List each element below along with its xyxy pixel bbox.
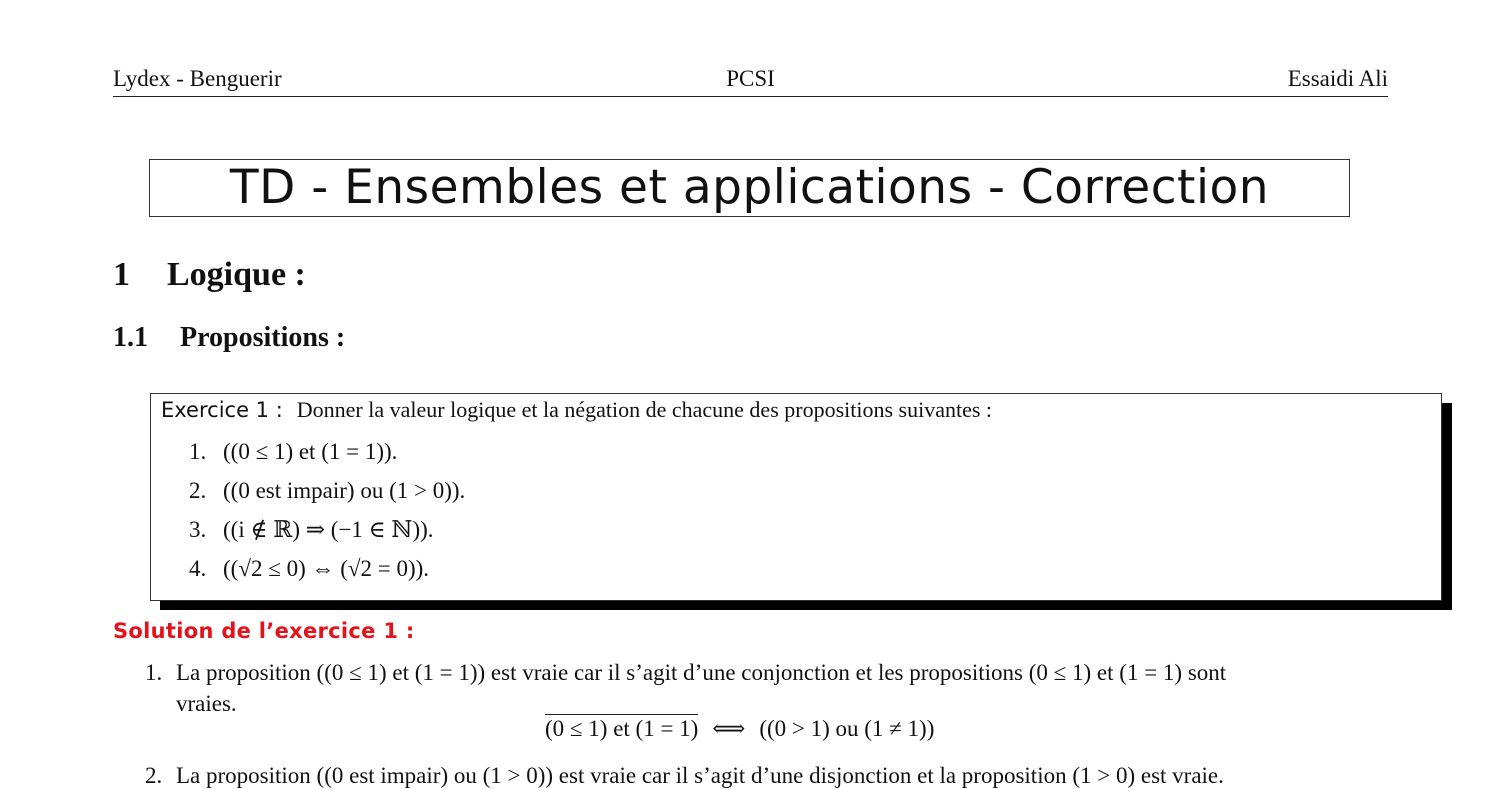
item-text: ((√2 ≤ 0) ⇔ (√2 = 0)). [223, 556, 430, 581]
negated-proposition: (0 ≤ 1) et (1 = 1) [545, 716, 699, 741]
solution-item [145, 763, 1224, 789]
iff-symbol: ⟺ [712, 716, 746, 741]
item-number: 3. [189, 517, 207, 542]
exercise-item [189, 475, 465, 514]
subsection-heading [113, 322, 345, 354]
solution-item-text: La proposition ((0 ≤ 1) et (1 = 1)) est vraie car il s’agit d’une conjonction et les propositions (0 ≤ 1) et (1 = 1) sont [176, 660, 1227, 685]
solution-item-text: La proposition ((0 est impair) ou (1 > 0)) est vraie car il s’agit d’une disjonction et la proposition (1 > 0) est vraie. [176, 763, 1224, 788]
exercise-item [189, 514, 465, 553]
solution-item-number: 1. [145, 660, 163, 685]
exercise-item [189, 436, 465, 475]
document-title: TD - Ensembles et applications - Correction [149, 159, 1350, 217]
exercise-statement: Donner la valeur logique et la négation de chacune des propositions suivantes : [296, 397, 993, 422]
section-title: Logique : [167, 256, 306, 293]
exercise-box [150, 393, 1442, 601]
exercise-header [161, 397, 992, 423]
solution-item-continuation: vraies. [176, 691, 237, 716]
subsection-number: 1.1 [113, 322, 148, 353]
exercise-label: Exercice 1 : [161, 398, 283, 422]
solution-item [145, 657, 1388, 719]
solution-title: Solution de l’exercice 1 : [113, 619, 415, 643]
item-text: ((0 est impair) ou (1 > 0)). [223, 478, 466, 503]
header-author: Essaidi Ali [1287, 66, 1388, 91]
item-text: ((0 ≤ 1) et (1 = 1)). [223, 439, 398, 464]
section-heading [113, 256, 306, 294]
subsection-title: Propositions : [180, 322, 346, 353]
item-number: 4. [189, 556, 207, 581]
section-number: 1 [113, 256, 130, 293]
page-header [113, 64, 1388, 97]
item-number: 1. [189, 439, 207, 464]
exercise-item [189, 553, 465, 592]
header-class: PCSI [726, 66, 775, 91]
exercise-list [189, 436, 465, 592]
negation-result: ((0 > 1) ou (1 ≠ 1)) [759, 716, 935, 741]
negation-equation [545, 716, 934, 742]
solution-item-number: 2. [145, 763, 163, 788]
item-number: 2. [189, 478, 207, 503]
header-school: Lydex - Benguerir [113, 66, 282, 91]
item-text: ((i ∉ ℝ) ⇒ (−1 ∈ ℕ)). [223, 517, 434, 542]
